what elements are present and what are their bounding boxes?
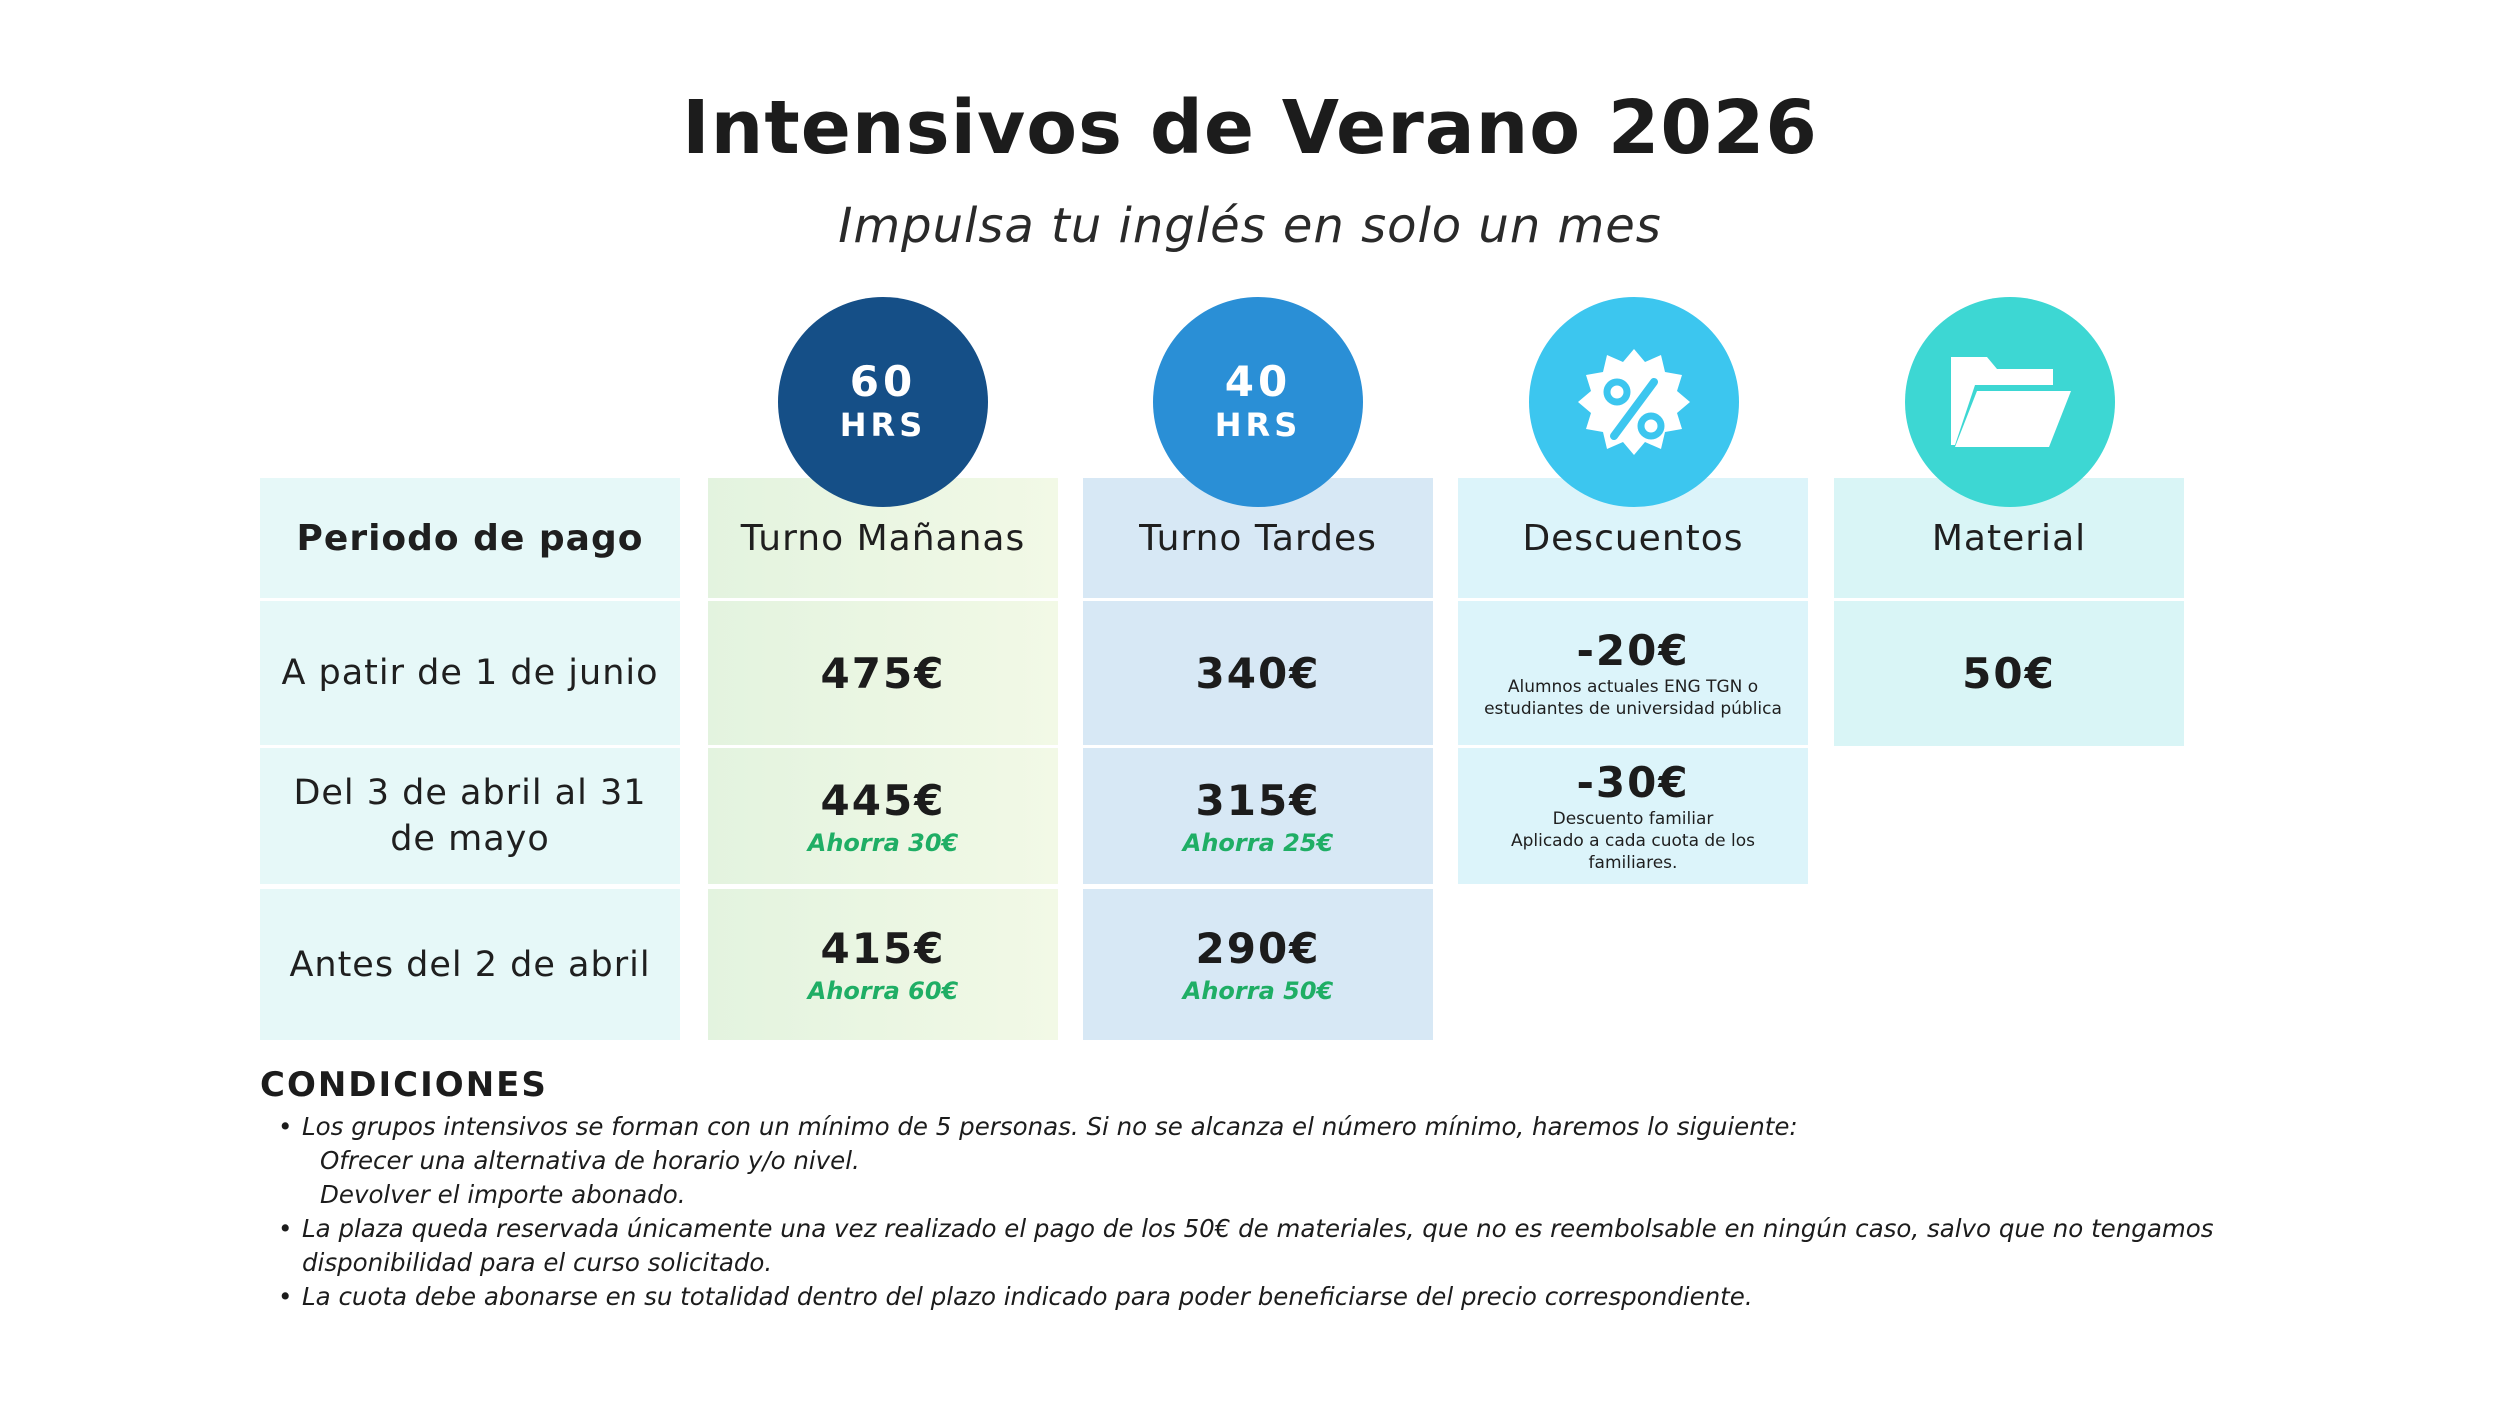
condition-item: • La cuota debe abonarse en su totalidad dentro del plazo indicado para poder beneficiarse del precio correspondiente. [260,1280,2260,1314]
morning-savings: Ahorra 30€ [807,828,959,857]
discount-note: estudiantes de universidad pública [1484,699,1782,719]
morning-price: 415€ [820,924,946,973]
afternoon-price: 340€ [1195,648,1321,698]
discount-cell [1458,601,1808,745]
header-morning: Turno Mañanas [740,517,1026,559]
conditions-list [260,1110,2260,1314]
folder-icon [1905,297,2115,507]
afternoon-price: 290€ [1195,924,1321,973]
condition-item: • Los grupos intensivos se forman con un mínimo de 5 personas. Si no se alcanza el número mínimo, haremos lo siguiente: [260,1110,2260,1144]
discount-note: Alumnos actuales ENG TGN o [1507,677,1759,697]
header-discounts: Descuentos [1522,517,1744,559]
discount-note: Aplicado a cada cuota de los [1510,831,1756,851]
badge-hours-value: 40 [1224,357,1292,406]
morning-price-cell [708,601,1058,745]
page-title: Intensivos de Verano 2026 [682,85,1818,171]
condition-subitem: Ofrecer una alternativa de horario y/o nivel. [320,1146,860,1175]
afternoon-price-cell [1083,601,1433,745]
discount-cell [1458,748,1808,884]
badge-hours-unit: HRS [839,406,927,444]
row-label: Antes del 2 de abril [289,944,651,985]
afternoon-savings: Ahorra 25€ [1182,828,1334,857]
condition-subitem: Devolver el importe abonado. [320,1180,686,1209]
conditions-title: CONDICIONES [260,1065,548,1105]
badge-60-hrs [778,297,988,507]
morning-price-cell [708,748,1058,884]
condition-item: • La plaza queda reservada únicamente una vez realizado el pago de los 50€ de materiales, que no es reembolsable en ningún caso, salvo que no tengamos disponibilidad para el curso solicitado. [260,1212,2260,1280]
page-subtitle: Impulsa tu inglés en solo un mes [838,198,1662,254]
discount-note: familiares. [1588,853,1678,873]
header-material: Material [1931,517,2087,559]
header-afternoon: Turno Tardes [1139,517,1377,559]
percent-badge-icon [1529,297,1739,507]
badge-hours-unit: HRS [1214,406,1302,444]
afternoon-price-cell [1083,748,1433,884]
afternoon-price-cell [1083,889,1433,1040]
discount-amount: -30€ [1576,758,1690,807]
morning-price: 445€ [820,775,946,825]
badge-hours-value: 60 [849,357,917,406]
badge-40-hrs [1153,297,1363,507]
header-period: Periodo de pago [296,517,644,559]
afternoon-price: 315€ [1195,775,1321,825]
percent-seal-icon [1569,337,1699,467]
discount-amount: -20€ [1576,626,1690,675]
row-label: Del 3 de abril al 31 de mayo [293,773,647,859]
material-price-cell [1834,601,2184,746]
morning-price-cell [708,889,1058,1040]
discount-note: Descuento familiar [1552,809,1714,829]
morning-savings: Ahorra 60€ [807,977,959,1005]
open-folder-icon [1945,347,2075,457]
morning-price: 475€ [820,648,946,698]
afternoon-savings: Ahorra 50€ [1182,977,1334,1005]
material-price: 50€ [1962,649,2056,698]
row-label: A patir de 1 de junio [281,653,659,693]
